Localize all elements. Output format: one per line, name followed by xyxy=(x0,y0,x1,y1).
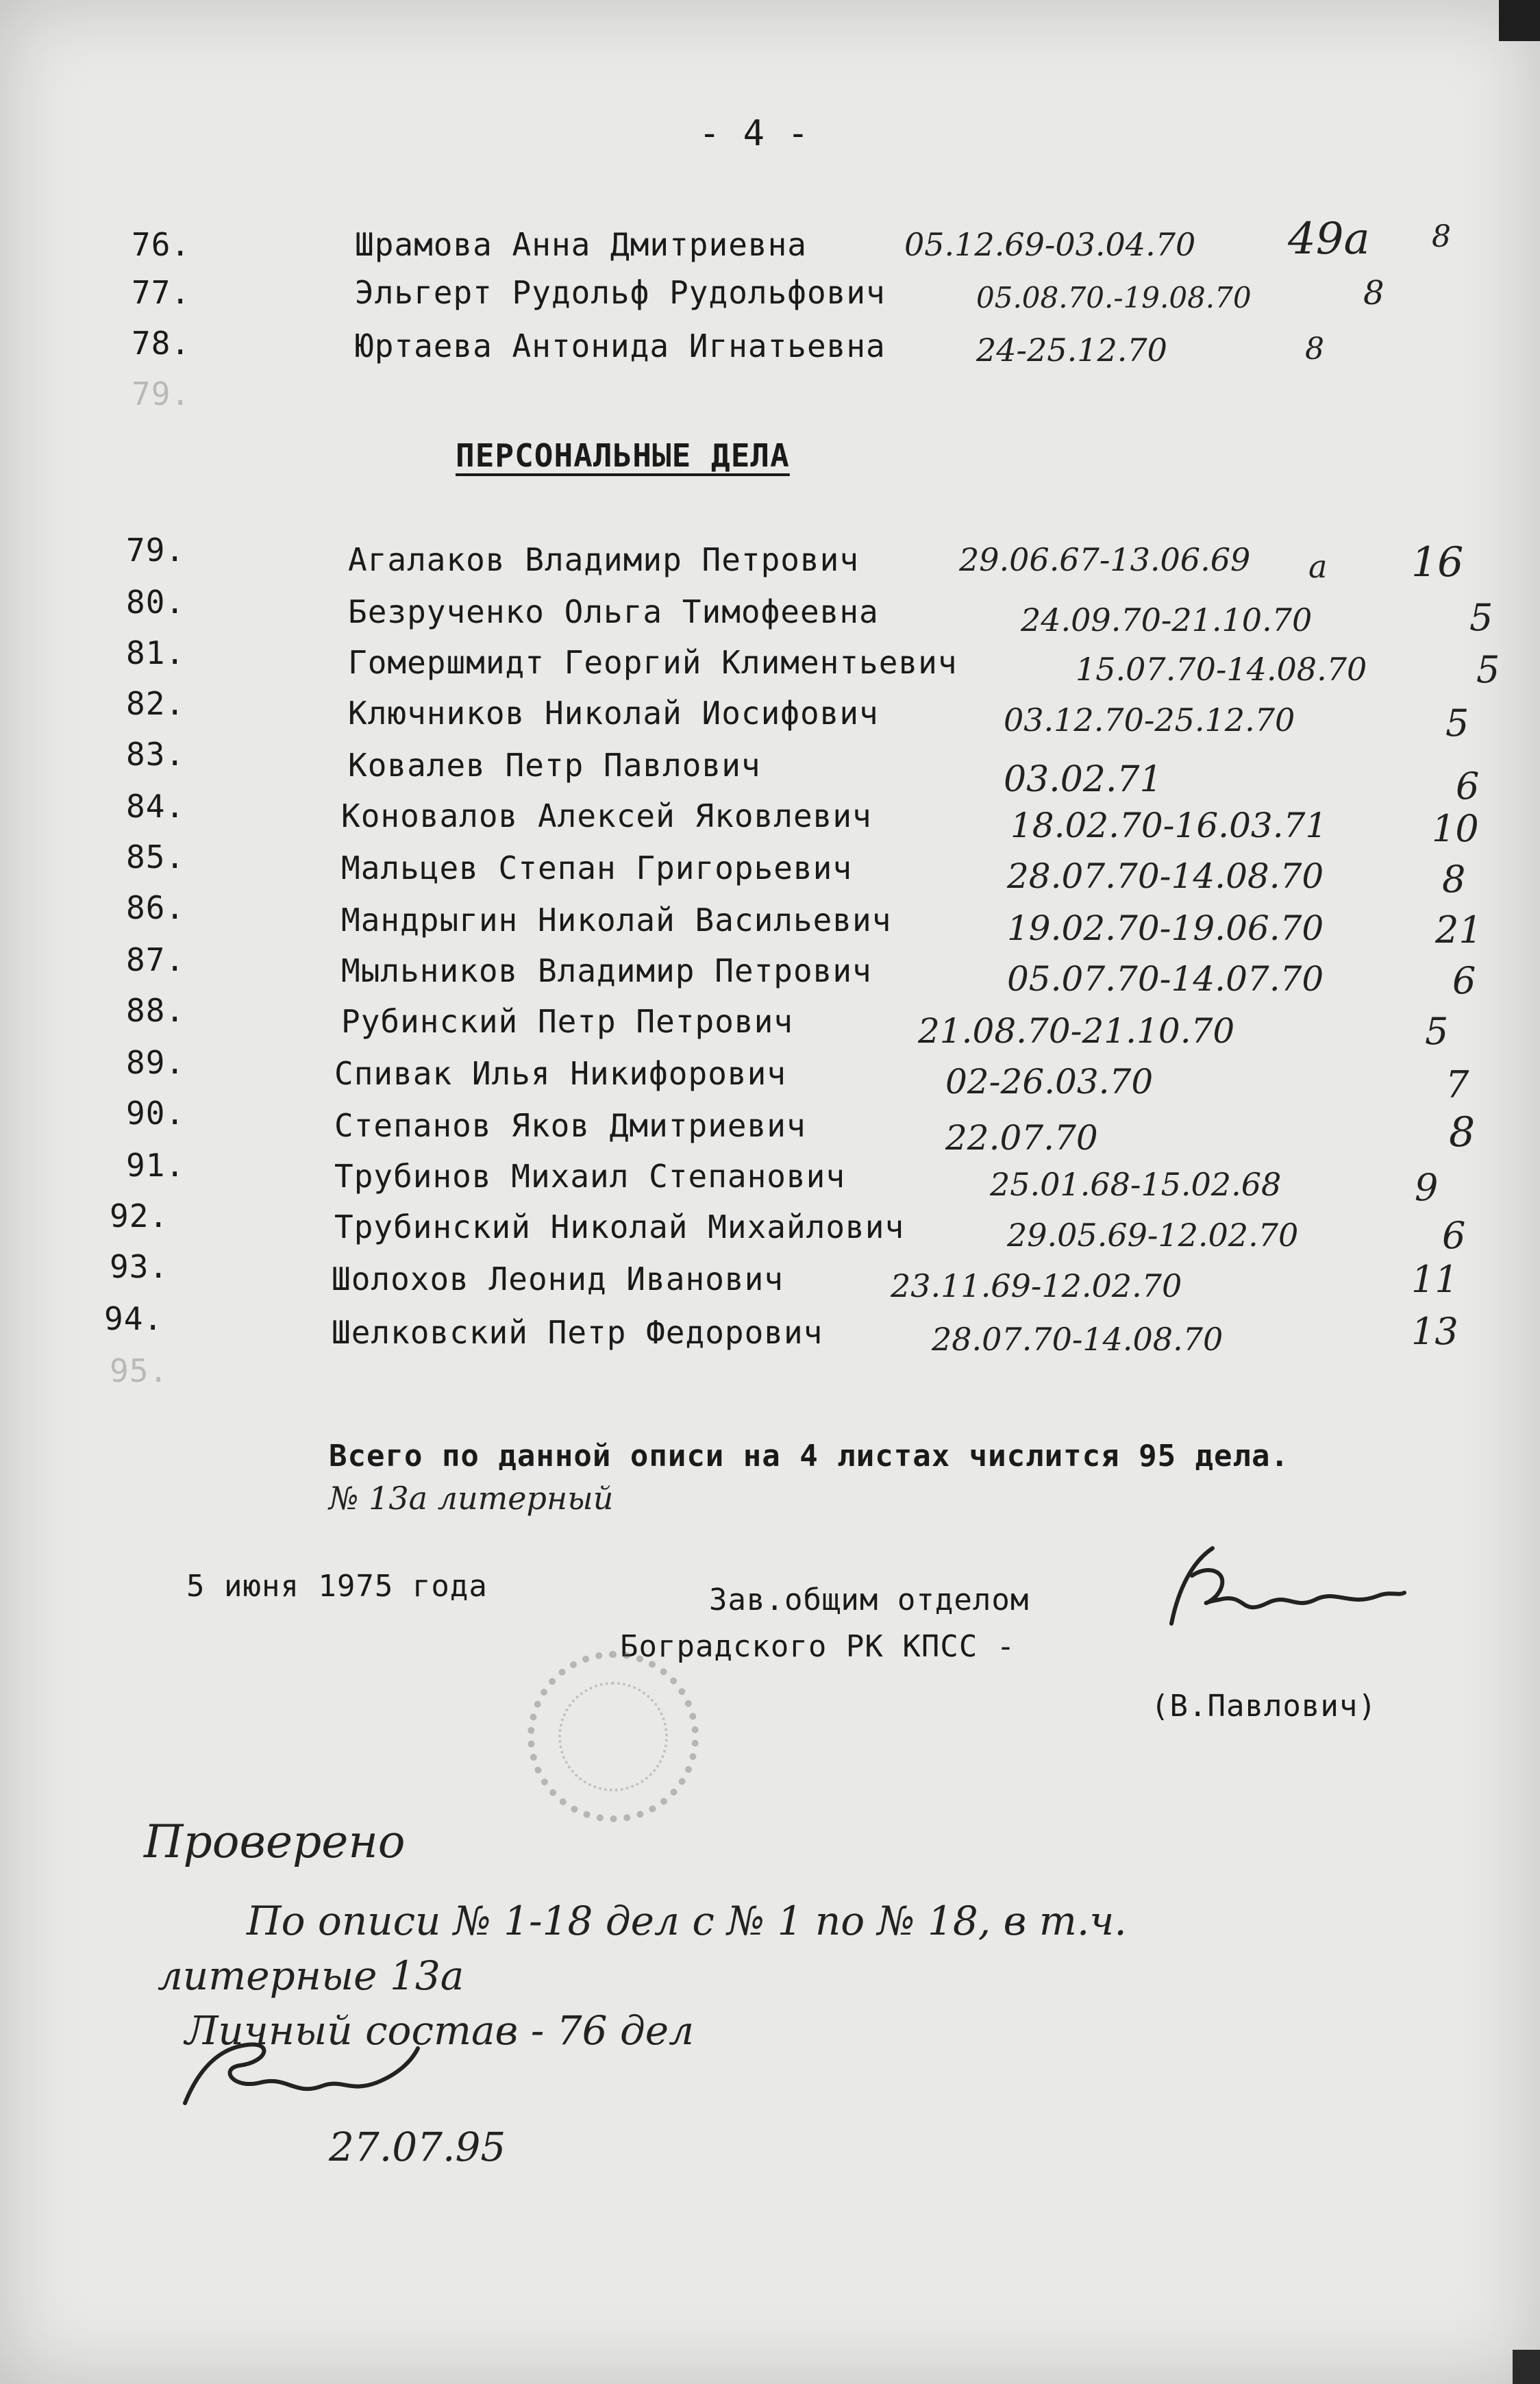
entry-count: 6 xyxy=(1452,959,1476,1002)
entry-dates: 18.02.70-16.03.71 xyxy=(1010,806,1328,845)
note-line-3: литерные 13а xyxy=(158,1952,464,1999)
entry-count: 5 xyxy=(1476,648,1500,691)
signature-icon xyxy=(1151,1535,1411,1644)
position-line-1: Зав.общим отделом xyxy=(709,1582,1030,1617)
entry-count: 6 xyxy=(1442,1214,1466,1257)
struck-number: 79. xyxy=(132,375,191,412)
entry-dates: 28.07.70-14.08.70 xyxy=(1007,856,1324,896)
entry-name: Ковалев Петр Павлович xyxy=(348,747,761,784)
entry-number: 84. xyxy=(126,788,186,825)
entry-number: 89. xyxy=(126,1044,186,1081)
entry-number: 90. xyxy=(126,1095,186,1132)
entry-number: 76. xyxy=(132,226,191,263)
entry-name: Коновалов Алексей Яковлевич xyxy=(341,797,872,834)
entry-number: 88. xyxy=(126,992,186,1029)
entry-count: 5 xyxy=(1469,596,1493,639)
entry-dates: 24-25.12.70 xyxy=(976,332,1167,369)
entry-name: Рубинский Петр Петрович xyxy=(341,1003,793,1040)
entry-count: 8 xyxy=(1432,219,1451,254)
entry-dates: 02-26.03.70 xyxy=(945,1062,1154,1102)
note-line-2: По описи № 1-18 дел с № 1 по № 18, в т.ч. xyxy=(247,1898,1127,1944)
entry-dates: 19.02.70-19.06.70 xyxy=(1007,908,1324,948)
total-correction: № 13а литерный xyxy=(329,1480,614,1517)
entry-number: 82. xyxy=(126,685,186,722)
entry-count: 5 xyxy=(1445,701,1469,745)
entry-dates: 23.11.69-12.02.70 xyxy=(891,1267,1182,1304)
entry-count: 7 xyxy=(1445,1063,1469,1106)
document-date: 5 июня 1975 года xyxy=(186,1569,488,1604)
total-line: Всего по данной описи на 4 листах числится 95 дела. xyxy=(329,1439,1290,1474)
note-date: 27.07.95 xyxy=(329,2124,506,2170)
struck-number: 95. xyxy=(110,1352,169,1389)
entry-dates: 22.07.70 xyxy=(945,1118,1098,1158)
entry-name: Степанов Яков Дмитриевич xyxy=(334,1107,806,1144)
signature-icon xyxy=(171,2035,459,2117)
entry-number: 94. xyxy=(104,1300,164,1337)
position-line-2: Боградского РК КПСС - xyxy=(620,1629,1016,1664)
entry-dates: 28.07.70-14.08.70 xyxy=(932,1321,1224,1358)
entry-name: Ключников Николай Иосифович xyxy=(348,695,879,732)
entry-dates: 29.06.67-13.06.69 xyxy=(959,541,1251,578)
faded-stamp xyxy=(527,1651,699,1822)
entry-count: 13 xyxy=(1411,1310,1458,1353)
entry-name: Шрамова Анна Дмитриевна xyxy=(355,226,807,263)
entry-name: Мальцев Степан Григорьевич xyxy=(341,849,853,886)
entry-count: 8 xyxy=(1363,274,1384,312)
entry-number: 92. xyxy=(110,1197,169,1234)
entry-dates: 05.08.70.-19.08.70 xyxy=(976,281,1252,314)
entry-dates: 21.08.70-21.10.70 xyxy=(918,1011,1235,1051)
entry-number: 93. xyxy=(110,1248,169,1285)
entry-name: Гомершмидт Георгий Климентьевич xyxy=(348,644,958,681)
signer-name: (В.Павлович) xyxy=(1151,1689,1377,1724)
section-title: ПЕРСОНАЛЬНЫЕ ДЕЛА xyxy=(456,437,790,474)
entry-name: Трубинский Николай Михайлович xyxy=(334,1208,905,1245)
entry-name: Агалаков Владимир Петрович xyxy=(348,541,860,578)
entry-count: 16 xyxy=(1411,538,1464,586)
entry-number: 81. xyxy=(126,634,186,671)
page-number: - 4 - xyxy=(699,113,810,154)
entry-count: 8 xyxy=(1442,858,1466,901)
entry-name: Шолохов Леонид Иванович xyxy=(332,1261,784,1297)
entry-dates: 15.07.70-14.08.70 xyxy=(1076,651,1367,688)
entry-number: 79. xyxy=(126,532,186,569)
entry-dates: 25.01.68-15.02.68 xyxy=(990,1166,1282,1203)
scan-corner-bottom-right xyxy=(1513,2350,1540,2384)
entry-name: Юртаева Антонида Игнатьевна xyxy=(355,327,886,364)
entry-count: 9 xyxy=(1415,1166,1439,1209)
entry-name: Шелковский Петр Федорович xyxy=(332,1314,823,1351)
entry-number: 83. xyxy=(126,736,186,773)
entry-count: 21 xyxy=(1435,908,1482,952)
entry-name: Мандрыгин Николай Васильевич xyxy=(341,902,892,939)
entry-name: Мыльников Владимир Петрович xyxy=(341,952,872,989)
entry-number: 85. xyxy=(126,839,186,876)
entry-number: 78. xyxy=(132,325,191,362)
entry-number: 91. xyxy=(126,1147,186,1184)
note-line-4: Личный состав - 76 дел xyxy=(185,2007,695,2054)
entry-name: Спивак Илья Никифорович xyxy=(334,1055,786,1092)
entry-number: 86. xyxy=(126,889,186,926)
note-line-1: Проверено xyxy=(144,1815,406,1868)
entry-number: 80. xyxy=(126,584,186,621)
entry-extra: а xyxy=(1308,548,1328,585)
scan-corner-top-right xyxy=(1499,0,1540,41)
entry-count: 8 xyxy=(1449,1108,1476,1156)
entry-dates: 05.07.70-14.07.70 xyxy=(1007,959,1324,999)
entry-dates: 03.02.71 xyxy=(1004,759,1163,800)
entry-count: 8 xyxy=(1305,332,1324,367)
entry-number: 77. xyxy=(132,274,191,311)
entry-count: 6 xyxy=(1456,765,1480,808)
entry-count: 5 xyxy=(1425,1010,1449,1053)
entry-count: 11 xyxy=(1411,1258,1458,1301)
entry-number: 87. xyxy=(126,941,186,978)
entry-name: Безрученко Ольга Тимофеевна xyxy=(348,593,879,630)
entry-dates: 29.05.69-12.02.70 xyxy=(1007,1217,1299,1254)
entry-count: 10 xyxy=(1432,807,1479,850)
entry-extra: 49а xyxy=(1288,214,1370,264)
entry-name: Трубинов Михаил Степанович xyxy=(334,1158,846,1195)
entry-name: Эльгерт Рудольф Рудольфович xyxy=(355,274,886,311)
entry-dates: 24.09.70-21.10.70 xyxy=(1021,601,1313,638)
entry-dates: 03.12.70-25.12.70 xyxy=(1004,701,1295,738)
entry-dates: 05.12.69-03.04.70 xyxy=(904,226,1196,263)
